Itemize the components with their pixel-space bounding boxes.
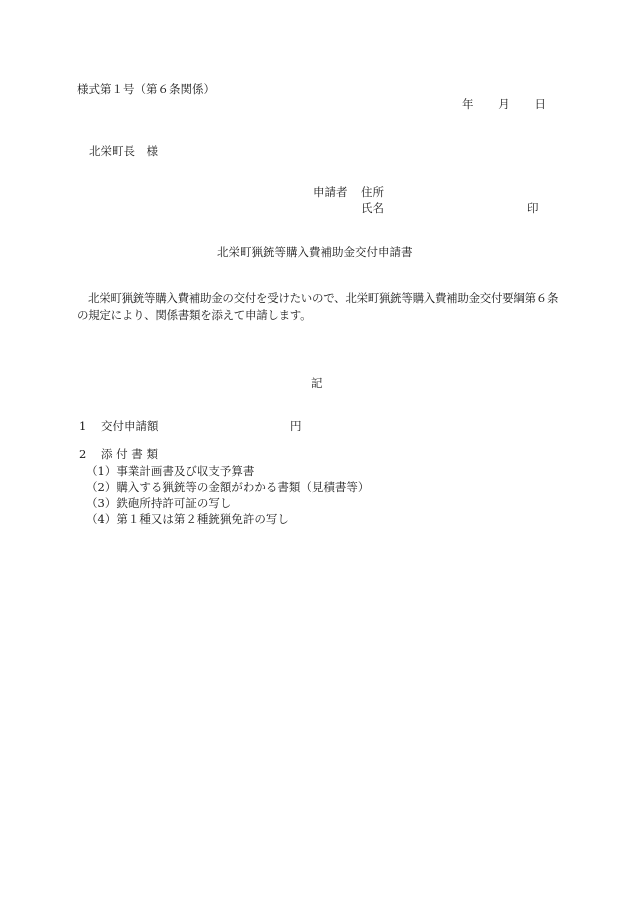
date-day-label: 日 xyxy=(534,97,546,111)
attachment-item: （1）事業計画書及び収支予算書 xyxy=(86,464,255,478)
seal-label: 印 xyxy=(527,201,539,215)
attachment-item: （2）購入する猟銃等の金額がわかる書類（見積書等） xyxy=(86,480,370,494)
amount-unit: 円 xyxy=(290,419,302,433)
name-label: 氏名 xyxy=(361,201,384,215)
date-line xyxy=(462,99,546,111)
date-year-label: 年 xyxy=(462,97,474,111)
attachment-item: （3）鉄砲所持許可証の写し xyxy=(86,496,232,510)
date-month-label: 月 xyxy=(498,97,510,111)
record-heading: 記 xyxy=(311,376,323,390)
addressee: 北栄町長 様 xyxy=(89,144,158,158)
item-number: 2 xyxy=(79,447,87,461)
body-paragraph: 北栄町猟銃等購入費補助金の交付を受けたいので、北栄町猟銃等購入費補助金交付要綱第６条の規定により、関係書類を添えて申請します。 xyxy=(77,291,559,322)
form-number: 様式第１号（第６条関係） xyxy=(77,82,215,96)
attachments-label: 添 付 書 類 xyxy=(101,447,158,461)
item-number: 1 xyxy=(79,419,87,433)
document-title: 北栄町猟銃等購入費補助金交付申請書 xyxy=(217,245,413,259)
amount-label: 交付申請額 xyxy=(101,419,159,433)
applicant-label: 申請者 xyxy=(313,185,348,199)
address-label: 住所 xyxy=(361,185,384,199)
attachment-item: （4）第１種又は第２種銃猟免許の写し xyxy=(86,512,289,526)
